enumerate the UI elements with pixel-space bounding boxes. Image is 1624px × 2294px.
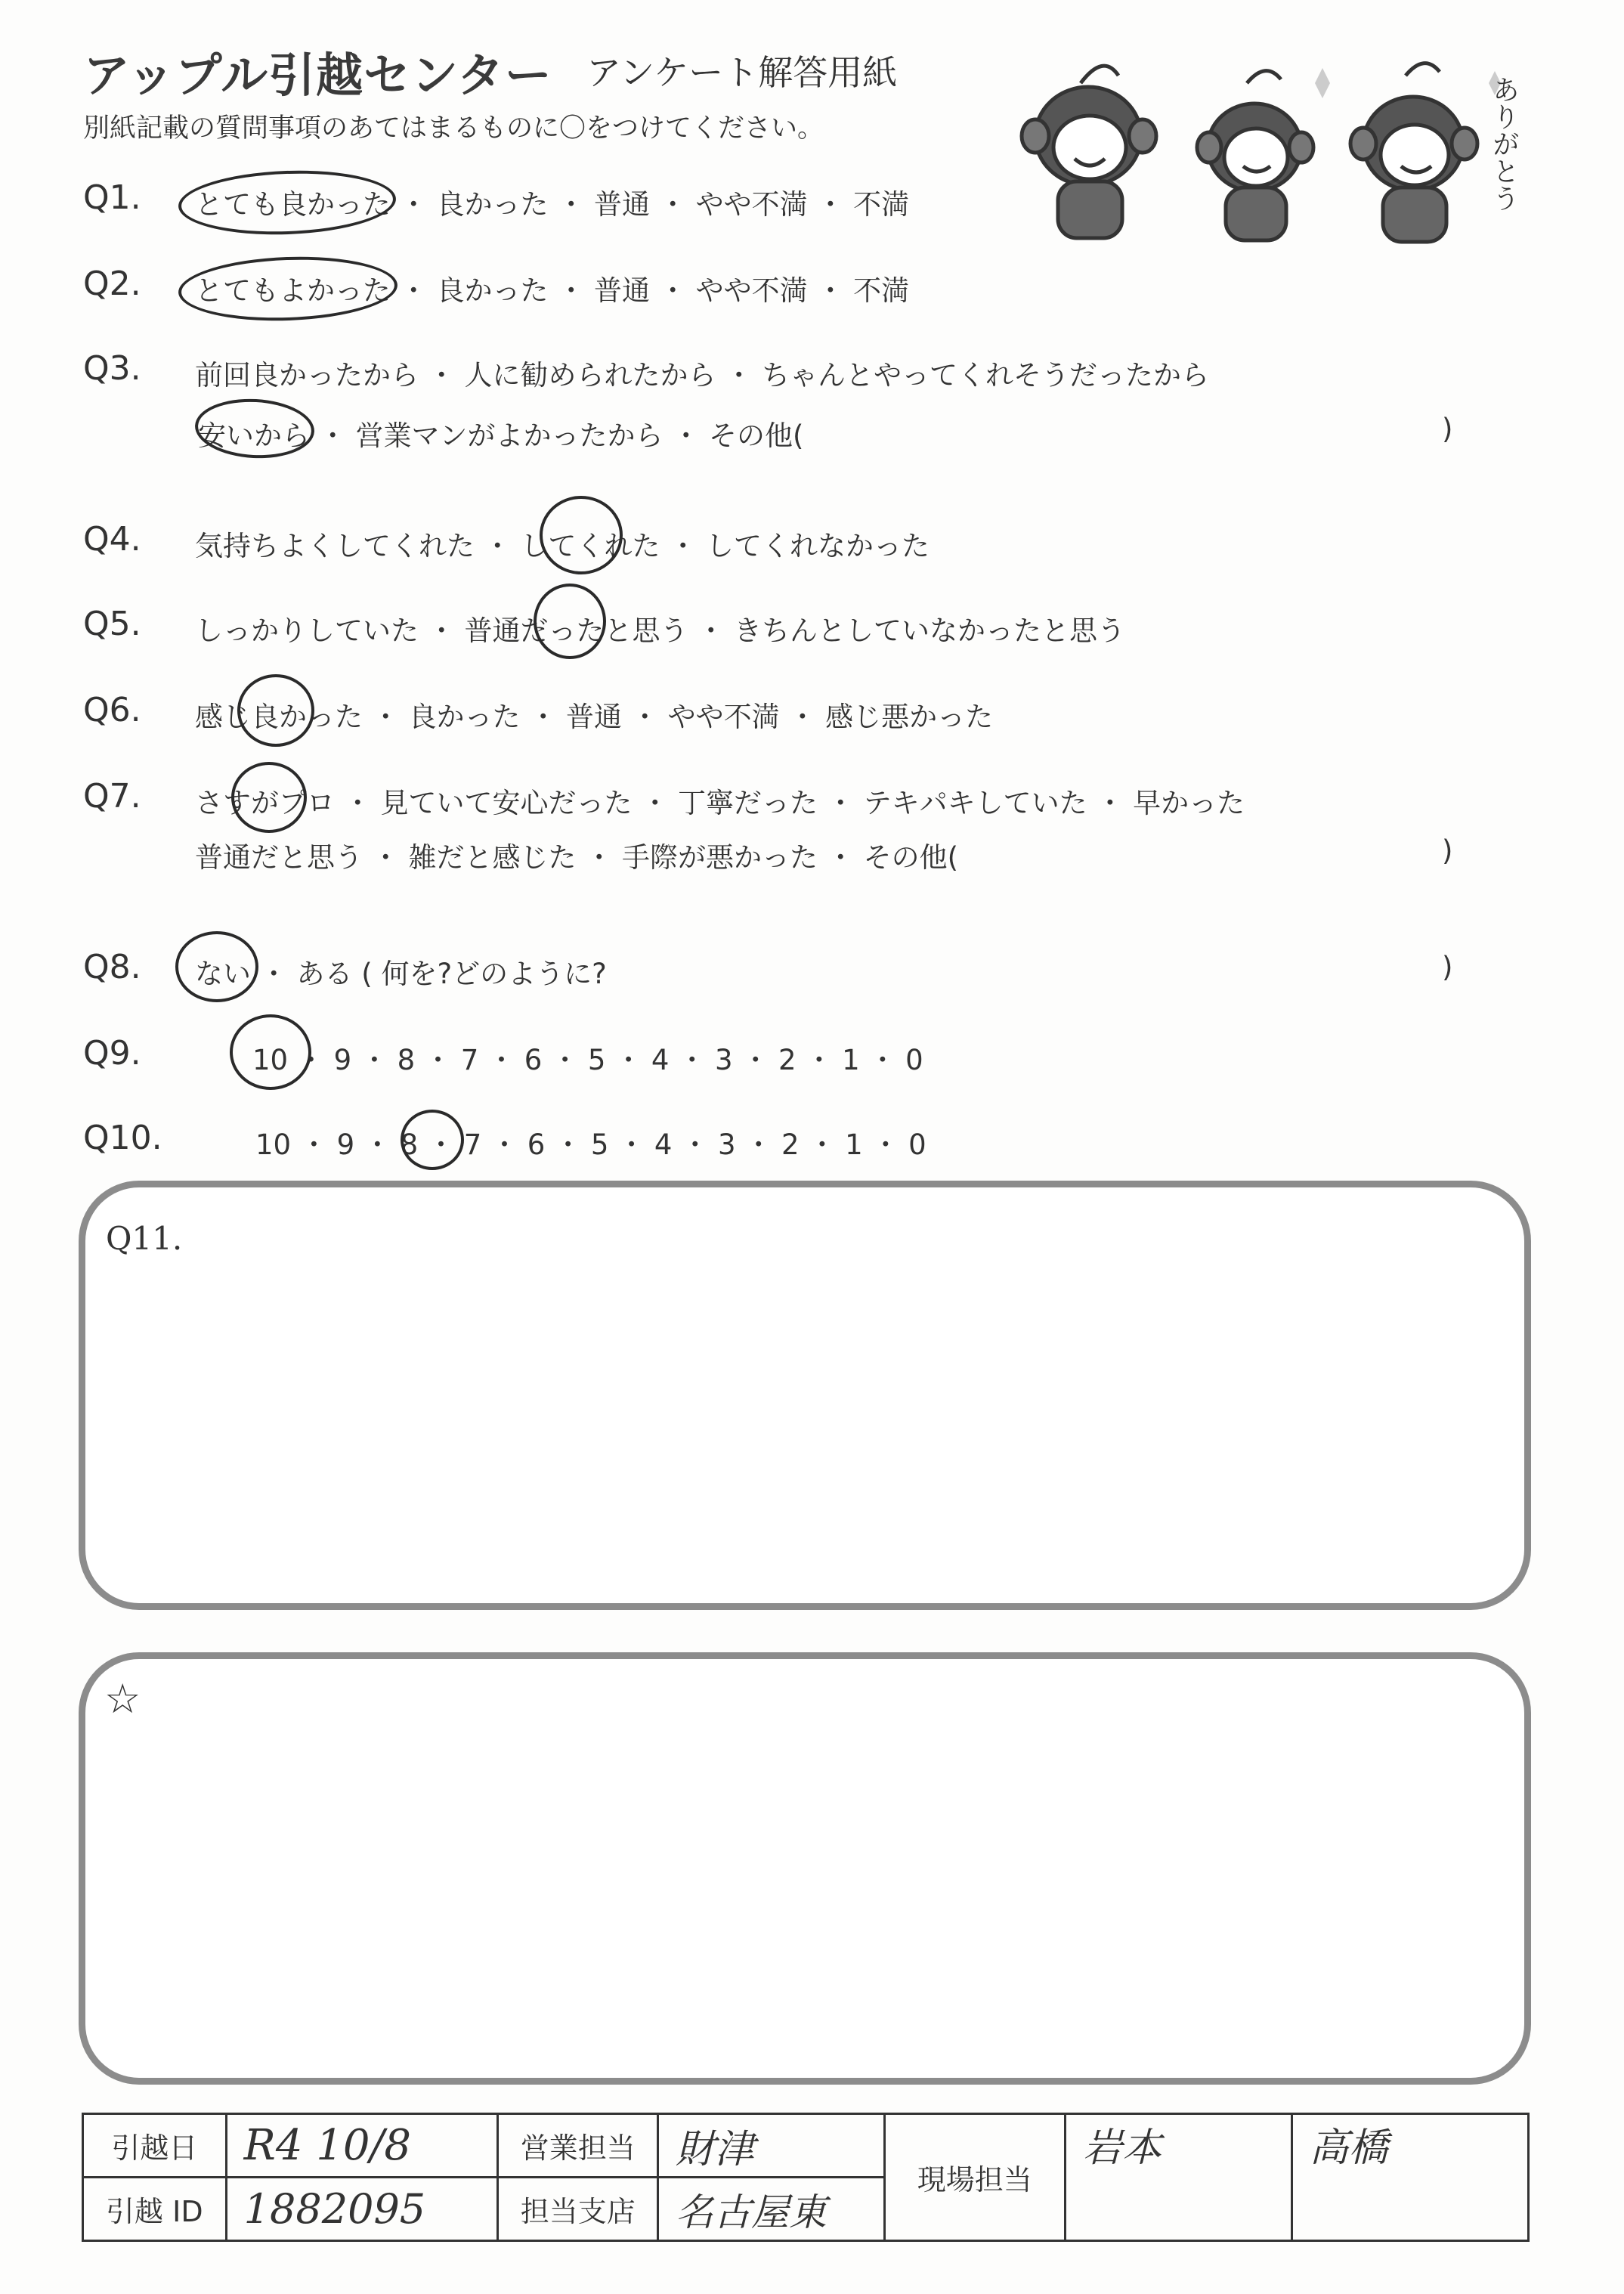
monkey-mascot-center [1197, 71, 1313, 240]
site-staff-2-value: 高橋 [1291, 2114, 1529, 2241]
q10-scale: 10 ・ 9 ・ 8 ・ 7 ・ 6 ・ 5 ・ 4 ・ 3 ・ 2 ・ 1 ・ 0 [255, 1128, 926, 1161]
q7-options-line2: 普通だと思う ・ 雑だと感じた ・ 手際が悪かった ・ その他( [195, 841, 959, 874]
moving-id-label: 引越 ID [83, 2178, 227, 2241]
q9-label: Q9. [83, 1034, 141, 1073]
q7-options-line1: さすがプロ ・ 見ていて安心だった ・ 丁寧だった ・ テキパキしていた ・ 早かった [195, 787, 1245, 819]
q8-close-paren: ) [1442, 951, 1453, 983]
form-title: アンケート解答用紙 [586, 52, 898, 93]
q7-close-paren: ) [1442, 834, 1453, 867]
q6-label: Q6. [83, 691, 141, 729]
branch-value: 名古屋東 [658, 2178, 884, 2241]
q4-options: 気持ちよくしてくれた ・ してくれた ・ してくれなかった [195, 530, 930, 562]
star-comment-box[interactable] [79, 1652, 1531, 2085]
footer-info-table [82, 2113, 1530, 2242]
monkey-mascot-left [1022, 66, 1156, 238]
monkey-mascot-right [1350, 63, 1477, 242]
q4-answer-circle [540, 496, 623, 574]
q11-comment-box[interactable] [79, 1181, 1531, 1610]
q9-answer-circle [230, 1014, 311, 1090]
q10-label: Q10. [83, 1119, 162, 1157]
q1-answer-circle [178, 167, 397, 238]
monkey-mascots-illustration [1005, 53, 1527, 249]
q9-scale: 10 ・ 9 ・ 8 ・ 7 ・ 6 ・ 5 ・ 4 ・ 3 ・ 2 ・ 1 ・ 0 [252, 1044, 923, 1076]
star-label: ☆ [104, 1675, 141, 1723]
q3-close-paren: ) [1442, 413, 1453, 445]
q3-options-line1: 前回良かったから ・ 人に勧められたから ・ ちゃんとやってくれそうだったから [195, 359, 1210, 392]
q3-label: Q3. [83, 349, 141, 388]
instruction-text: 別紙記載の質問事項のあてはまるものに〇をつけてください。 [83, 113, 824, 144]
q8-answer-circle [175, 931, 258, 1002]
q5-label: Q5. [83, 605, 141, 643]
q6-options: 感じ良かった ・ 良かった ・ 普通 ・ やや不満 ・ 感じ悪かった [195, 701, 994, 733]
q7-label: Q7. [83, 777, 141, 816]
moving-date-value: R4 10/8 [226, 2114, 498, 2178]
q2-options: とてもよかった ・ 良かった ・ 普通 ・ やや不満 ・ 不満 [195, 274, 910, 307]
q2-answer-circle [178, 253, 399, 324]
moving-id-value: 1882095 [226, 2178, 498, 2241]
branch-label: 担当支店 [498, 2178, 658, 2241]
q1-label: Q1. [83, 178, 141, 217]
q5-answer-circle [534, 584, 606, 659]
q8-label: Q8. [83, 948, 141, 986]
q8-options: ない ・ ある ( 何を?どのように? [195, 958, 607, 990]
q7-answer-circle [231, 762, 307, 833]
q4-label: Q4. [83, 520, 141, 559]
q1-options: とても良かった ・ 良かった ・ 普通 ・ やや不満 ・ 不満 [195, 188, 910, 221]
q5-options: しっかりしていた ・ 普通だったと思う ・ きちんとしていなかったと思う [195, 615, 1126, 647]
company-title: アップル引越センター [83, 48, 552, 103]
sales-rep-value: 財津 [658, 2114, 884, 2178]
q6-answer-circle [237, 674, 314, 747]
q11-label: Q11. [106, 1220, 183, 1257]
q3-options-line2: 安いから ・ 営業マンがよかったから ・ その他( [198, 419, 804, 452]
sales-rep-label: 営業担当 [498, 2114, 658, 2178]
q2-label: Q2. [83, 265, 141, 303]
mascot-caption: ありがとう [1488, 76, 1520, 212]
site-staff-1-value: 岩本 [1066, 2114, 1291, 2241]
moving-date-label: 引越日 [83, 2114, 227, 2178]
site-staff-label: 現場担当 [884, 2114, 1066, 2241]
q10-answer-circle [401, 1110, 464, 1170]
